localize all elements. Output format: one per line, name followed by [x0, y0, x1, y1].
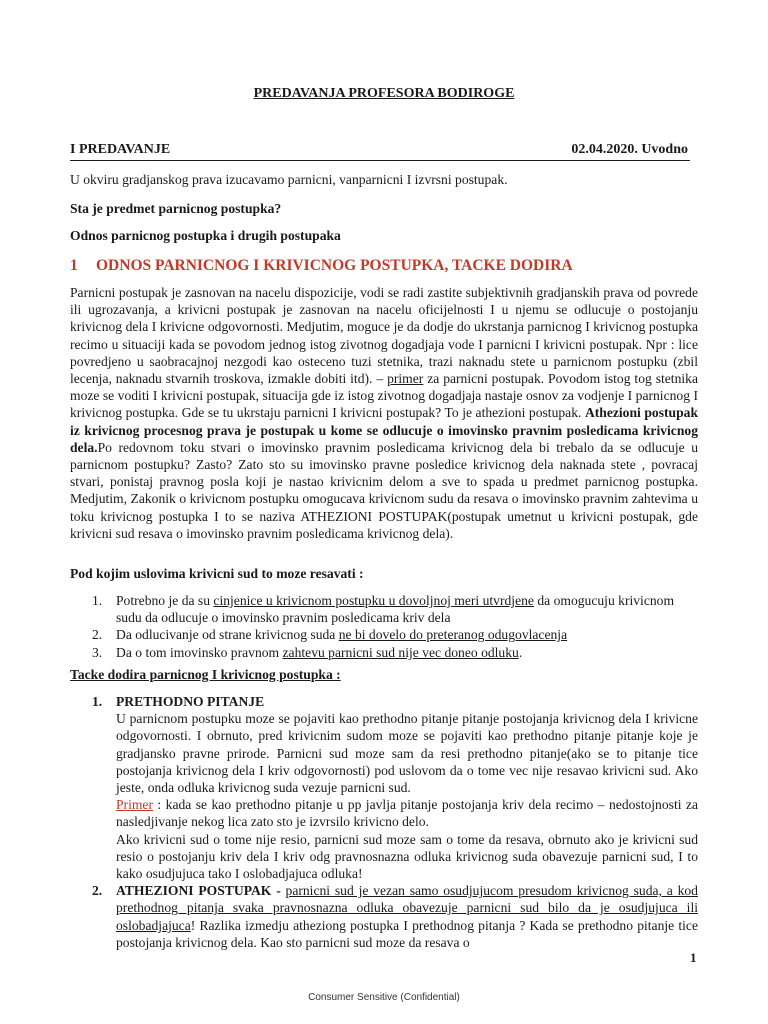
list-item — [92, 644, 698, 661]
list-item — [92, 626, 698, 643]
section-heading — [70, 257, 698, 275]
list-item — [92, 693, 698, 882]
list-text: Potrebno je da su — [116, 593, 214, 608]
list-item — [92, 592, 698, 626]
item-text: Ako krivicni sud o tome nije resio, parnicni sud moze sam o tome da resava, obrnuto ako je krivicni sud resio o postojanju kriv dela I kriv odg pravnosnazna odluka krivicnog suda obavezuje parnicni sud, I to kako osudjujuca tako I oslobadjajuca odluka! — [116, 831, 698, 882]
list-underlined: ne bi dovelo do preteranog odugovlacenja — [338, 627, 568, 643]
document-title: PREDAVANJA PROFESORA BODIROGE — [253, 86, 515, 101]
touch-points-list — [92, 693, 698, 951]
section-title: ODNOS PARNICNOG I KRIVICNOG POSTUPKA, TACKE DODIRA — [96, 257, 573, 274]
item-example — [116, 796, 698, 830]
main-paragraph — [70, 284, 698, 542]
intro-paragraph: U okviru gradjanskog prava izucavamo parnicni, vanparnicni I izvrsni postupak. — [70, 172, 508, 187]
question-subject: Sta je predmet parnicnog postupka? — [70, 201, 282, 216]
lecture-label: I PREDAVANJE — [70, 142, 171, 157]
conditions-heading: Pod kojim uslovima krivicni sud to moze resavati : — [70, 566, 364, 581]
confidentiality-footer: Consumer Sensitive (Confidential) — [308, 992, 460, 1003]
touch-points-heading: Tacke dodira parnicnog I krivicnog postupka : — [70, 667, 341, 682]
primer-word: primer — [387, 371, 424, 387]
question-relation: Odnos parnicnog postupka i drugih postupaka — [70, 228, 341, 243]
list-number: 3. — [92, 644, 103, 660]
primer-word: Primer — [116, 797, 153, 813]
lecture-header — [70, 142, 690, 161]
list-text: Da o tom imovinsko pravnom — [116, 644, 283, 660]
item-underlined: parnicni sud je vezan samo osudjujucom presudom krivicnog suda, a kod prethodnog pitanja svaka pravnosnazna odluka obavezuje parnicni sud bilo da je osudjujuca ili oslobadjajuca — [116, 883, 698, 933]
para-text-b: za parnicni postupak. Povodom istog tog stetnika moze se voditi I krivicni postupak, situacija gde iz istog zivotnog dogadjaja nastaje osnov za vodjenje I parnicnog I krivicnog postupka. Gde se tu ukrstaju parnicni I krivicni postupak? To je athezioni postupak. — [70, 371, 698, 421]
para-bold-definition: Athezioni postupak iz krivicnog procesnog prava je postupak u kome se odlucuje o imovinsko pravnim posledicama krivicnog dela. — [70, 405, 699, 455]
item-title: PRETHODNO PITANJE — [116, 694, 265, 709]
item-text: U parnicnom postupku moze se pojaviti kao prethodno pitanje pitanje postojanja krivicnog dela I krivicne odgovornosti. I obrnuto, pred krivicnim sudom moze se pojaviti kao prethodno pitanje pitanje koje je gradjansko pravne prirode. Parnicni sud moze sam da resi prethodno pitanje(ako se to pitanje tice postojanja krivicnog dela I kriv odgovornosti) pod uslovom da o tome vec nije resavao krivicni sud. Ako jeste, onda odluka krivicnog suda vezuje parnicni sud. — [116, 711, 698, 796]
lecture-date: 02.04.2020. Uvodno — [571, 142, 688, 157]
item-conclusion — [116, 831, 698, 883]
list-text: . — [518, 644, 523, 660]
conditions-list — [92, 592, 698, 661]
item-dash: - — [271, 883, 286, 899]
list-underlined: cinjenice u krivicnom postupku u dovoljnoj meri utvrdjene — [213, 593, 534, 608]
list-number: 1. — [92, 694, 103, 709]
section-number: 1 — [70, 257, 78, 274]
para-text-c: Po redovnom toku stvari o imovinsko pravnim posledicama krivicnog dela bi trebalo da se odlucuje u parnicnom postupku? Zasto? Zato sto su imovinsko pravne posledice krivicnog dela naknada stete , povracaj stvari, ponistaj pravnog posla koji je nastao krivicnim delom a sve to spada u predmet parnicnog postupka. Medjutim, Zakonik o krivicnom postupku omogucava krivicnom sudu da resava o imovinsko pravnim zahtevima u toku krivicnog postupka I to se naziva ATHEZIONI POSTUPAK(postupak umetnut u krivicni postupak, gde krivicni sud resava o imovinsko pravnim posledicama krivicnog dela). — [70, 439, 698, 541]
item-text: ! Razlika izmedju atheziong postupka I prethodnog pitanja ? Kada se prethodno pitanje tice postojanja krivicnog dela. Kao sto parnicni sud moze da resava o — [116, 917, 698, 950]
item-title: ATHEZIONI POSTUPAK — [116, 883, 272, 899]
list-text: da omogucuju krivicnom sudu da odlucuje o imovinsko pravnim posledicama kriv dela — [116, 593, 675, 626]
para-text-a: Parnicni postupak je zasnovan na nacelu dispozicije, vodi se radi zastite subjektivnih gradjanskih prava od povrede ili ugrozavanja, a krivicni postupak je zasnovan na nacelu oficijelnosti I u njemu se odlucuje o postojanju krivicnog dela I krivicne odgovornosti. Medjutim, moguce je da dodje do ukrstanja parnicnog I krivicnog postupka recimo u situaciji kada se povodom jednog istog zivotnog dogadjaja vode I parnicni I krivicni postupak. Npr : lice povredjeno u saobracajnoj nezgodi kao osteceno tuzi stetnika, trazi naknadu stete u parnicnom postupku (zbil lecenja, naknadu stvarnih troskova, izmakle dobiti itd). – — [70, 285, 698, 387]
list-number: 2. — [92, 883, 103, 899]
list-underlined: zahtevu parnicni sud nije vec doneo odluku — [282, 644, 519, 660]
item-body — [116, 710, 698, 796]
list-number: 1. — [92, 593, 103, 608]
list-text: Da odlucivanje od strane krivicnog suda — [116, 627, 339, 643]
page-number: 1 — [690, 950, 697, 965]
item-text: : kada se kao prethodno pitanje u pp javlja pitanje postojanja kriv dela recimo – nedostojnosti za nasledjivanje nekog lica zato sto je izvrsilo krivicno delo. — [116, 797, 698, 830]
list-number: 2. — [92, 627, 103, 643]
list-item — [92, 882, 698, 951]
